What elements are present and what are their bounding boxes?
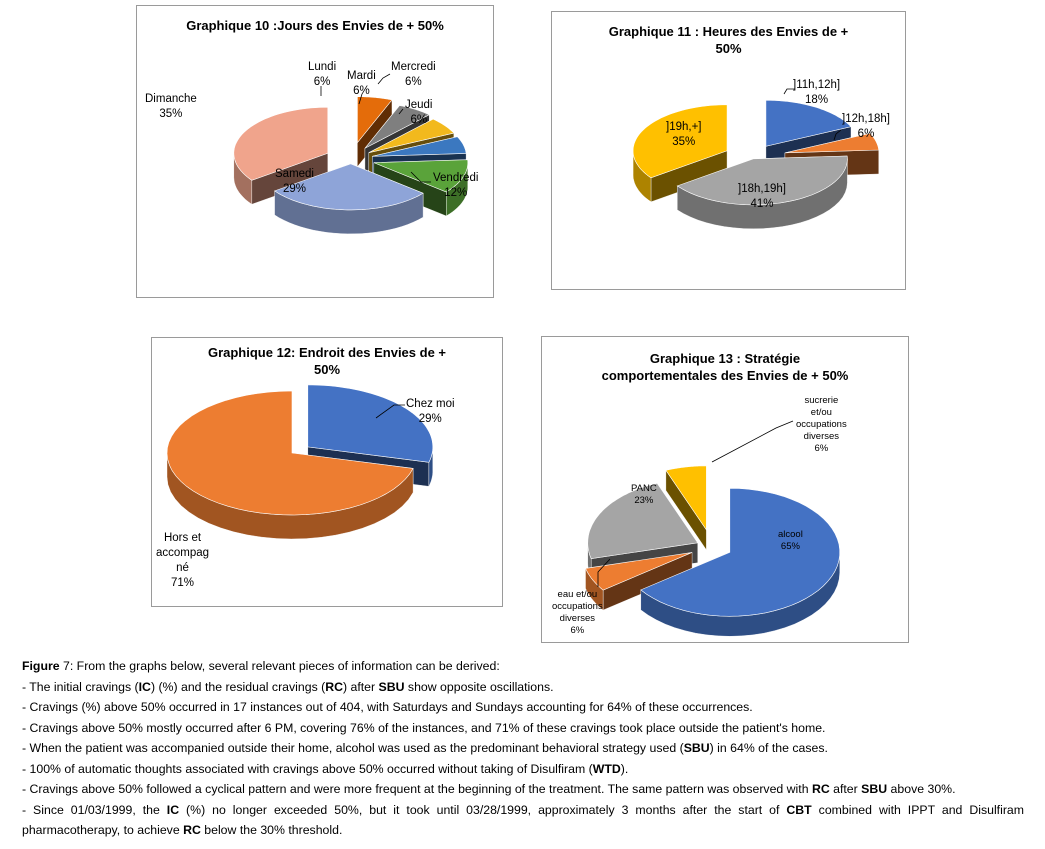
- label-panc: PANC 23%: [631, 483, 657, 506]
- leader-line: [378, 74, 390, 84]
- label-chez-moi: Chez moi 29%: [406, 398, 455, 425]
- label-mardi: Mardi 6%: [347, 70, 376, 97]
- label-alcool: alcool 65%: [778, 529, 803, 552]
- caption-bullet-1: - The initial cravings (IC) (%) and the residual cravings (RC) after SBU show opposite oscillations.: [22, 679, 554, 694]
- chart-graphique-13: [541, 336, 909, 643]
- chart-graphique-11: [551, 11, 906, 290]
- leader-line: [712, 421, 793, 462]
- figure-caption: [22, 656, 1024, 841]
- label-jeudi: Jeudi 6%: [405, 99, 433, 126]
- chart-graphique-10: [136, 5, 494, 298]
- chart-title: Graphique 12: Endroit des Envies de + 50%: [207, 345, 447, 377]
- label-12h-18h: ]12h,18h] 6%: [842, 113, 890, 140]
- label-18h-19h: ]18h,19h] 41%: [738, 183, 786, 210]
- label-lundi: Lundi 6%: [308, 61, 337, 88]
- label-sucrerie-occupations: sucrerie et/ou occupations diverses 6%: [796, 395, 847, 454]
- pie-3d-chart: [552, 12, 905, 289]
- chart-graphique-12: [151, 337, 503, 607]
- pie-3d-chart: [137, 6, 493, 297]
- caption-bullet-5: - 100% of automatic thoughts associated with cravings above 50% occurred without taking of Disulfiram (WTD).: [22, 761, 629, 776]
- chart-title: Graphique 13 : Stratégie comportementales des Envies de + 50%: [601, 351, 849, 383]
- caption-bullet-4: - When the patient was accompanied outside their home, alcohol was used as the predominant behavioral strategy used (SBU) in 64% of the cases.: [22, 741, 828, 755]
- label-dimanche: Dimanche 35%: [145, 93, 197, 120]
- chart-title: Graphique 11 : Heures des Envies de + 50%: [608, 24, 849, 56]
- label-mercredi: Mercredi 6%: [391, 61, 436, 88]
- label-vendredi: Vendredi 12%: [433, 172, 479, 199]
- label-11h-12h: ]11h,12h] 18%: [793, 79, 841, 106]
- chart-title: Graphique 10 :Jours des Envies de + 50%: [186, 18, 444, 33]
- caption-bullet-2: - Cravings (%) above 50% occurred in 17 instances out of 404, with Saturdays and Sundays accounting for 64% of these occurrences.: [22, 700, 753, 714]
- caption-bullet-6: - Cravings above 50% followed a cyclical pattern and were more frequent at the beginning of the treatment. The same pattern was observed with RC after SBU above 30%.: [22, 782, 956, 796]
- label-19h-plus: ]19h,+] 35%: [666, 121, 702, 148]
- label-hors-accompagne: Hors et accompag né 71%: [156, 532, 210, 589]
- label-samedi: Samedi 29%: [275, 168, 314, 195]
- caption-bullet-7: - Since 01/03/1999, the IC (%) no longer exceeded 50%, but it took until 03/28/1999, approximately 3 months after the start of CBT combined with IPPT and Disulfiram pharmacotherapy, to achieve RC below the 30% threshold.: [22, 802, 1025, 837]
- caption-intro: Figure 7: From the graphs below, several relevant pieces of information can be derived:: [22, 659, 500, 673]
- caption-bullet-3: - Cravings above 50% mostly occurred after 6 PM, covering 76% of the instances, and 71% of these cravings took place outside the patient's home.: [22, 720, 826, 735]
- label-eau-occupations: eau et/ou occupations diverses 6%: [552, 589, 603, 636]
